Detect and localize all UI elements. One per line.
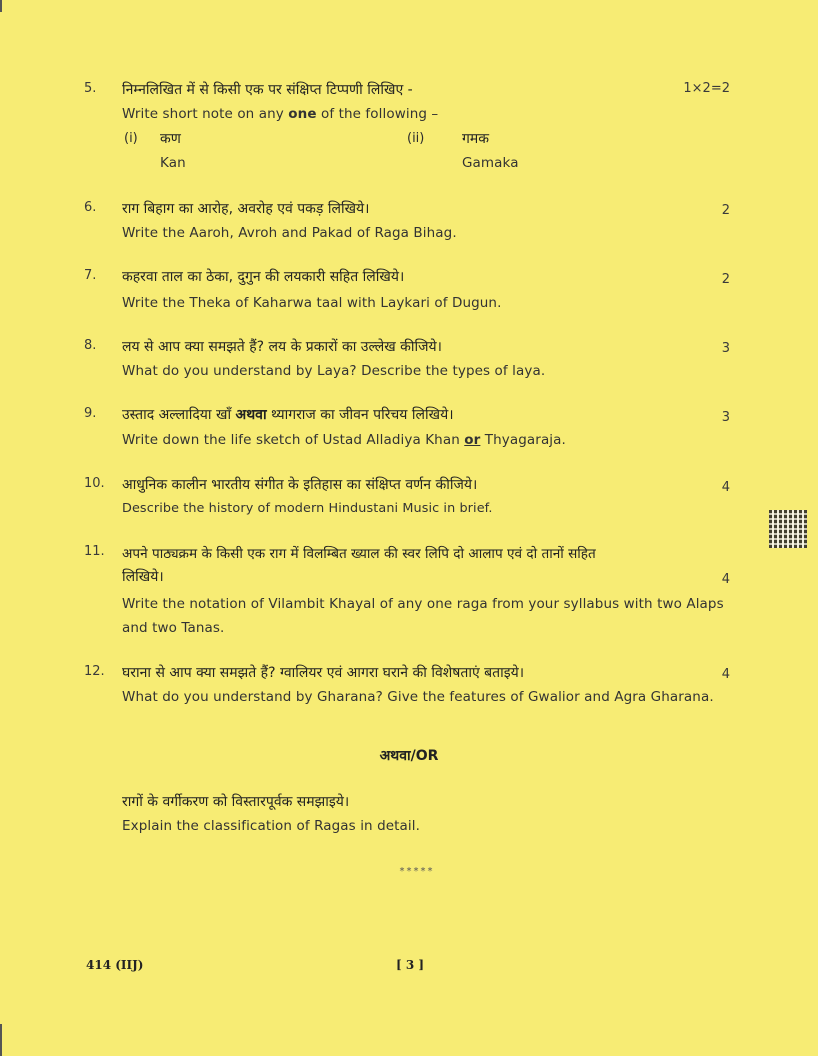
edge-mark-bottom	[0, 1024, 2, 1056]
edge-mark-top	[0, 0, 2, 12]
option-english: Kan	[160, 155, 186, 171]
question-8	[84, 338, 730, 386]
question-5	[84, 81, 730, 177]
paper-code: 414 (IIJ)	[86, 958, 144, 972]
question-text-english: Write the Aaroh, Avroh and Pakad of Raga Bihag.	[122, 225, 457, 241]
qr-code-icon	[769, 510, 807, 548]
question-text-english: Write the notation of Vilambit Khayal of any one raga from your syllabus with two Alaps and two Tanas.	[122, 596, 724, 636]
option-label: (ii)	[407, 131, 425, 146]
question-number: 9.	[84, 406, 97, 421]
question-number: 8.	[84, 338, 97, 353]
question-9	[84, 406, 730, 454]
option-label: (i)	[124, 131, 138, 146]
question-number: 6.	[84, 200, 97, 215]
question-text-hindi: निम्नलिखित में से किसी एक पर संक्षिप्त टिप्पणी लिखिए -	[122, 82, 413, 98]
question-number: 5.	[84, 81, 97, 96]
question-text-hindi: घराना से आप क्या समझते हैं? ग्वालियर एवं आगरा घराने की विशेषताएं बताइये।	[122, 665, 525, 681]
alternative-question	[84, 792, 730, 840]
question-text-hindi: लय से आप क्या समझते हैं? लय के प्रकारों का उल्लेख कीजिये।	[122, 339, 442, 355]
or-heading: अथवा/OR	[379, 748, 439, 764]
question-marks: 2	[721, 203, 730, 218]
option-hindi: गमक	[462, 131, 490, 147]
question-text-hindi: कहरवा ताल का ठेका, दुगुन की लयकारी सहित लिखिये।	[122, 269, 405, 285]
question-text-english: What do you understand by Laya? Describe the types of laya.	[122, 363, 546, 379]
question-marks: 2	[721, 272, 730, 287]
question-marks: 3	[721, 341, 730, 356]
question-11	[84, 544, 730, 640]
question-text-english: What do you understand by Gharana? Give the features of Gwalior and Agra Gharana.	[122, 689, 714, 705]
alternative-text-hindi: रागों के वर्गीकरण को विस्तारपूर्वक समझाइये।	[122, 794, 350, 810]
question-number: 7.	[84, 268, 97, 283]
question-marks: 1×2=2	[683, 81, 730, 96]
question-text-english: Write short note on any one of the following –	[122, 106, 439, 122]
question-text-hindi: अपने पाठ्यक्रम के किसी एक राग में विलम्बित ख्याल की स्वर लिपि दो आलाप एवं दो तानों सहित	[122, 546, 596, 562]
question-12	[84, 664, 730, 736]
question-marks: 4	[721, 480, 730, 495]
end-stars: *****	[399, 866, 435, 877]
page-number: [ 3 ]	[396, 958, 425, 972]
question-number: 12.	[84, 664, 105, 679]
question-text-english: Write down the life sketch of Ustad Alladiya Khan or Thyagaraja.	[122, 432, 566, 448]
question-number: 10.	[84, 476, 105, 491]
question-10	[84, 476, 730, 524]
question-text-hindi-cont: लिखिये।	[122, 569, 164, 585]
question-6	[84, 200, 730, 248]
alternative-text-english: Explain the classification of Ragas in detail.	[122, 818, 421, 834]
question-text-english: Write the Theka of Kaharwa taal with Laykari of Dugun.	[122, 295, 502, 311]
question-marks: 3	[721, 410, 730, 425]
question-number: 11.	[84, 544, 105, 559]
question-marks: 4	[721, 667, 730, 682]
question-text-hindi: राग बिहाग का आरोह, अवरोह एवं पकड़ लिखिये।	[122, 201, 370, 217]
question-marks: 4	[721, 572, 730, 587]
question-7	[84, 268, 730, 316]
question-text-hindi: आधुनिक कालीन भारतीय संगीत के इतिहास का संक्षिप्त वर्णन कीजिये।	[122, 477, 478, 493]
question-text-english: Describe the history of modern Hindustani Music in brief.	[122, 501, 493, 516]
option-english: Gamaka	[462, 155, 519, 171]
question-text-hindi: उस्ताद अल्लादिया खाँ अथवा थ्यागराज का जीवन परिचय लिखिये।	[122, 407, 454, 423]
option-hindi: कण	[160, 131, 181, 147]
